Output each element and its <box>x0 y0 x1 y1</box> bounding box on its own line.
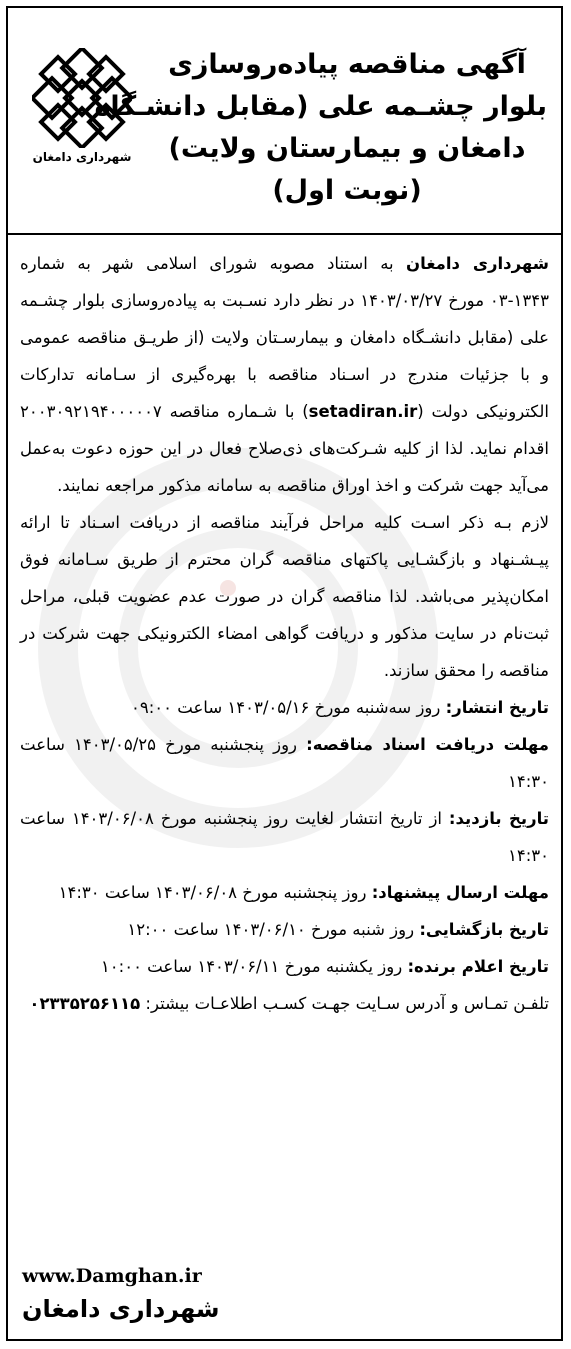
schedule-item-winner <box>20 948 549 985</box>
title-line-2: بلوار چشـمه علی (مقابل دانشـگاه <box>94 91 547 122</box>
schedule-item-bid-deadline <box>20 874 549 911</box>
schedule-value: روز سه‌شنبه مورخ ۱۴۰۳/۰۵/۱۶ ساعت ۰۹:۰۰ <box>130 698 446 717</box>
contact-line <box>20 985 549 1022</box>
schedule-label: تاریخ بازدید: <box>448 809 550 828</box>
setad-website-link[interactable]: setadiran.ir <box>308 402 418 421</box>
contact-text: تلفـن تمـاس و آدرس سـایت جهـت کسـب اطلاعـات بیشتر: <box>140 994 549 1013</box>
schedule-label: مهلت دریافت اسناد مناقصه: <box>306 735 549 754</box>
paragraph-requirements: لازم بـه ذکر اسـت کلیه مراحل فرآیند مناقصه از دریافت اسـناد تا ارائه پیـشـنهاد و بازگشـایی پاکتهای مناقصه گران محترم از طریق سـامانه فوق امکان‌پذیر می‌باشد. لذا مناقصه گران در صورت عدم عضویت قبلی، مراحل ثبت‌نام در سایت مذکور و دریافت گواهی امضاء الکترونیکی جهت شرکت در مناقصه را محقق سازند. <box>20 513 549 680</box>
title-line-3: دامغان و بیمارستان ولایت) <box>168 133 526 164</box>
schedule-label: تاریخ اعلام برنده: <box>407 957 549 976</box>
org-name: شهرداری دامغان <box>406 254 549 273</box>
schedule-item-visit <box>20 800 549 874</box>
title-line-1: آگهی مناقصه پیاده‌روسازی <box>168 49 526 80</box>
footer-website-link[interactable]: www.Damghan.ir <box>22 1265 202 1287</box>
schedule-value: روز شنبه مورخ ۱۴۰۳/۰۶/۱۰ ساعت ۱۲:۰۰ <box>127 920 420 939</box>
schedule-label: تاریخ بازگشایی: <box>419 920 549 939</box>
contact-phone[interactable]: ۰۲۳۳۵۲۵۶۱۱۵ <box>29 994 141 1013</box>
notice-footer <box>22 1265 220 1323</box>
logo-caption: شهرداری دامغان <box>32 150 132 164</box>
footer-org-name: شهرداری دامغان <box>22 1295 220 1323</box>
announcement-text-cont: ) با شـماره مناقصه ۲۰۰۳۰۹۲۱۹۴۰۰۰۰۰۷ اقدام نماید. لذا از کلیه شـرکت‌های ذی‌صلاح فعال در این حوزه دعوت به‌عمل می‌آید جهت شرکت و اخذ اوراق مناقصه به سامانه مذکور مراجعه نمایند. <box>20 402 549 495</box>
notice-title <box>94 44 547 212</box>
schedule-item-publish <box>20 689 549 726</box>
title-line-4: (نوبت اول) <box>272 175 422 206</box>
schedule-value: روز یکشنبه مورخ ۱۴۰۳/۰۶/۱۱ ساعت ۱۰:۰۰ <box>100 957 408 976</box>
notice-body <box>8 235 561 1022</box>
schedule-value: روز پنجشنبه مورخ ۱۴۰۳/۰۶/۰۸ ساعت ۱۴:۳۰ <box>58 883 372 902</box>
notice-header <box>8 8 561 235</box>
notice-frame <box>6 6 563 1341</box>
schedule-item-doc-deadline <box>20 726 549 800</box>
announcement-text: به استناد مصوبه شورای اسلامی شهر به شماره ۱۳۴۳-۰۳ مورخ ۱۴۰۳/۰۳/۲۷ در نظر دارد نسـبت به پیاده‌روسازی بلوار چشـمه علی (مقابل دانشـگاه دامغان و بیمارسـتان ولایت (از طریـق مناقصه عمومی و با جزئیات مندرج در اسـناد مناقصه با بهره‌گیری از سـامانه تدارکات الکترونیکی دولت ( <box>20 254 550 421</box>
paragraph-announcement <box>20 245 549 504</box>
schedule-item-opening <box>20 911 549 948</box>
schedule-label: مهلت ارسال پیشنهاد: <box>371 883 549 902</box>
schedule-label: تاریخ انتشار: <box>445 698 549 717</box>
schedule-value: از تاریخ انتشار لغایت روز پنجشنبه مورخ ۱۴۰۳/۰۶/۰۸ ساعت ۱۴:۳۰ <box>20 809 549 865</box>
schedule-list <box>20 689 549 1022</box>
schedule-value: روز پنجشنبه مورخ ۱۴۰۳/۰۵/۲۵ ساعت ۱۴:۳۰ <box>20 735 549 791</box>
